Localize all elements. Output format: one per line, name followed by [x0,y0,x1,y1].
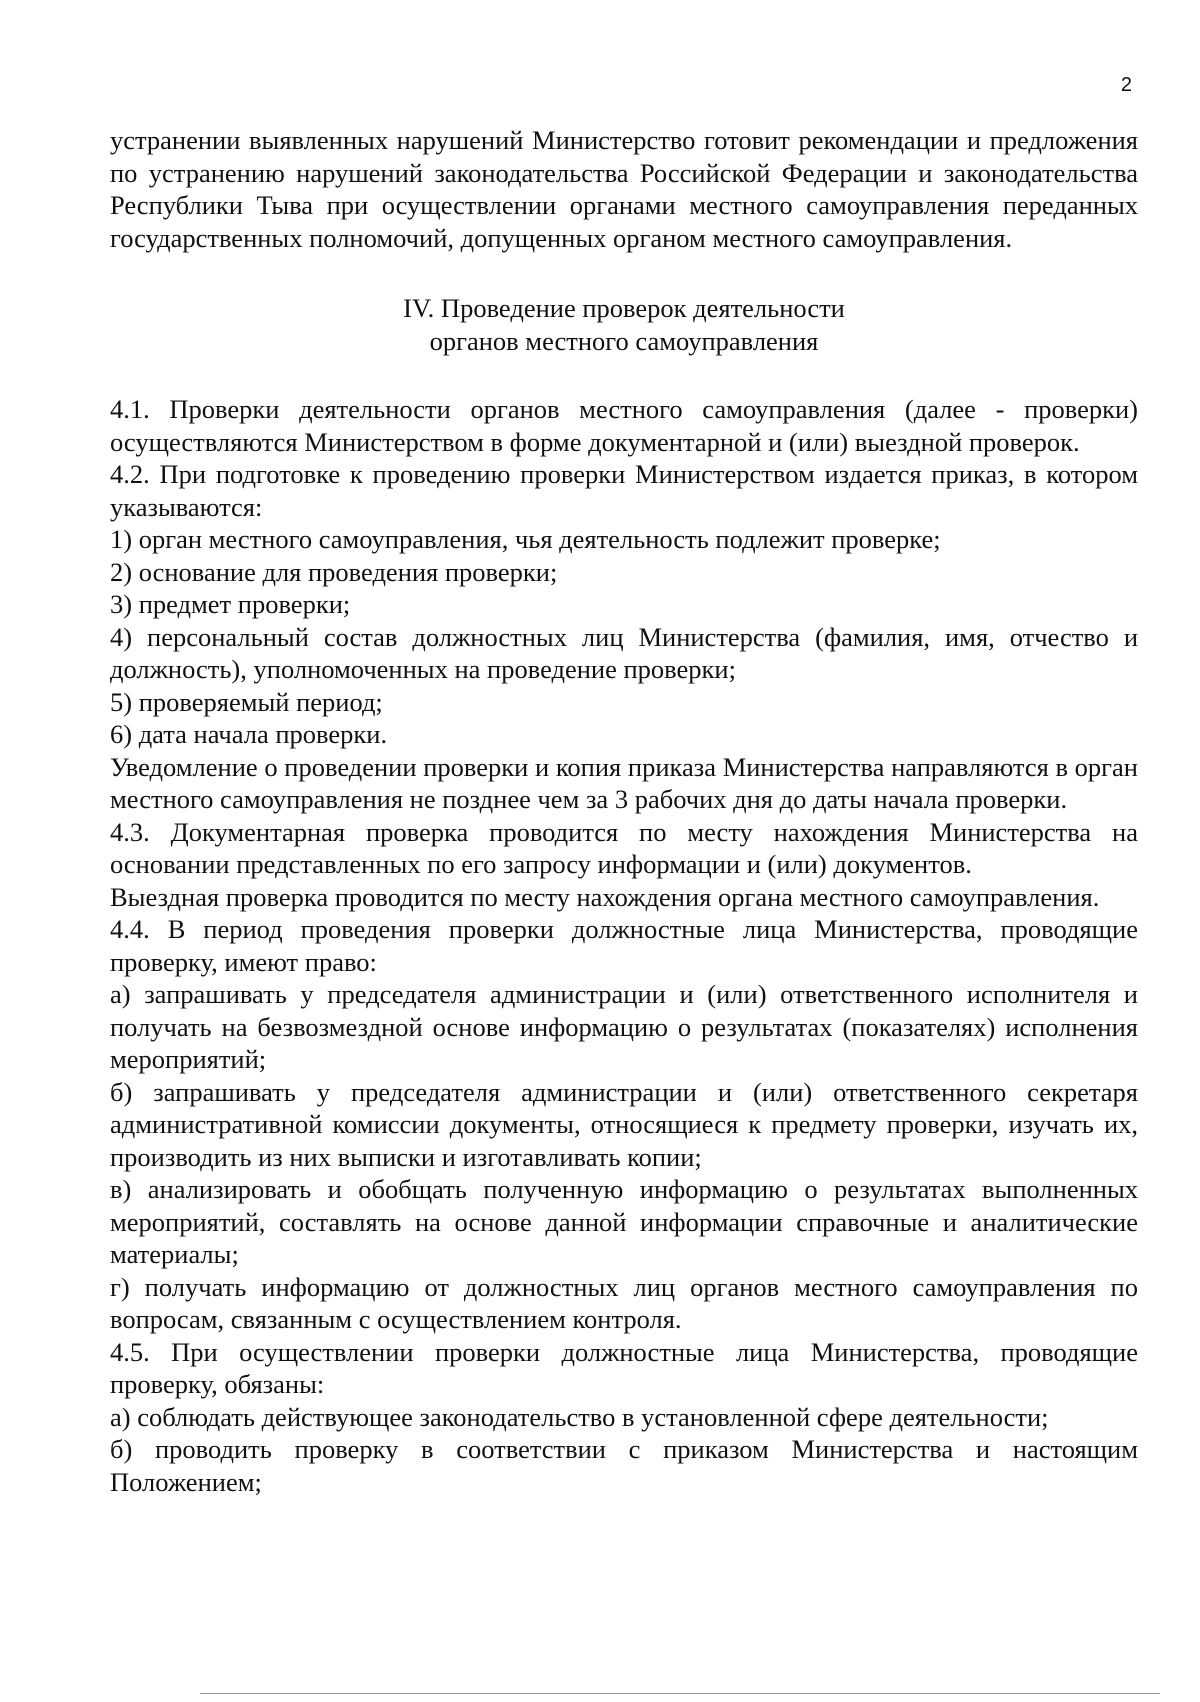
paragraph-4-3: 4.3. Документарная проверка проводится по месту нахождения Министерства на основании представленных по его запросу информации и (или) документов. [110,816,1138,879]
intro-paragraph: устранении выявленных нарушений Министерство готовит рекомендации и предложения по устранению нарушений законодательства Российской Федерации и законодательства Республики Тыва при осуществлении органами местного самоуправления переданных государственных полномочий, допущенных органом местного самоуправления. [110,125,1138,253]
document-body [110,124,1138,1498]
section-title-line-2: органов местного самоуправления [429,325,819,356]
duties-item-b: б) проводить проверку в соответствии с приказом Министерства и настоящим Положением; [110,1434,1138,1497]
rights-item-g: г) получать информацию от должностных лиц органов местного самоуправления по вопросам, связанным с осуществлением контроля. [110,1271,1138,1334]
paragraph-4-4: 4.4. В период проведения проверки должностные лица Министерства, проводящие проверку, имеют право: [110,914,1138,977]
duties-item-a: а) соблюдать действующее законодательство в установленной сфере деятельности; [110,1401,1049,1432]
list-item-1: 1) орган местного самоуправления, чья деятельность подлежит проверке; [110,524,941,554]
list-item-5: 5) проверяемый период; [110,686,383,717]
list-item-3: 3) предмет проверки; [110,589,351,619]
list-item-2: 2) основание для проведения проверки; [110,556,558,587]
section-heading [110,292,1138,357]
rights-item-b: б) запрашивать у председателя администрации и (или) ответственного секретаря административной комиссии документы, относящиеся к предмету проверки, изучать их, производить из них выписки и изготавливать копии; [110,1076,1138,1172]
section-title-line-1: IV. Проведение проверок деятельности [403,293,845,323]
notification-paragraph: Уведомление о проведении проверки и копия приказа Министерства направляются в орган местного самоуправления не позднее чем за 3 рабочих дня до даты начала проверки. [110,751,1138,814]
list-item-6: 6) дата начала проверки. [110,719,388,749]
list-item-4: 4) персональный состав должностных лиц Министерства (фамилия, имя, отчество и должность), уполномоченных на проведение проверки; [110,621,1138,684]
rights-item-v: в) анализировать и обобщать полученную информацию о результатах выполненных мероприятий, составлять на основе данной информации справочные и аналитические материалы; [110,1174,1138,1269]
paragraph-4-5: 4.5. При осуществлении проверки должностные лица Министерства, проводящие проверку, обязаны: [110,1336,1138,1399]
paragraph-4-1: 4.1. Проверки деятельности органов местного самоуправления (далее - проверки) осуществляются Министерством в форме документарной и (или) выездной проверок. [110,394,1138,457]
onsite-inspection-paragraph: Выездная проверка проводится по месту нахождения органа местного самоуправления. [110,881,1100,912]
rights-item-a: а) запрашивать у председателя администрации и (или) ответственного исполнителя и получать на безвозмездной основе информацию о результатах (показателях) исполнения мероприятий; [110,979,1138,1074]
paragraph-4-2: 4.2. При подготовке к проведению проверки Министерством издается приказ, в котором указываются: [110,459,1138,522]
page-number: 2 [1120,74,1132,96]
bottom-scan-edge [200,1693,1160,1694]
